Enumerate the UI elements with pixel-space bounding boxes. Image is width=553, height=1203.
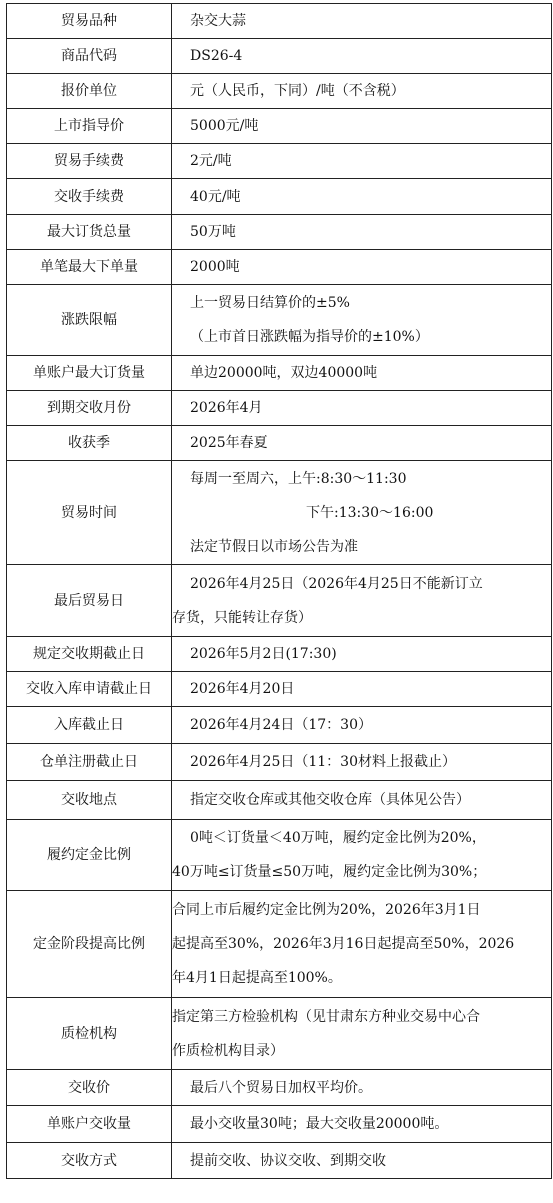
row-label: 交收手续费 [7, 179, 172, 215]
row-value-line: 2026年4月25日（2026年4月25日不能新订立 [190, 575, 483, 592]
table-row [7, 781, 552, 820]
row-value [172, 1070, 552, 1106]
row-label: 商品代码 [7, 39, 172, 74]
row-value-text: 50万吨 [190, 224, 236, 240]
row-value [172, 565, 552, 637]
row-label: 涨跌限幅 [7, 285, 172, 356]
row-value [172, 820, 552, 891]
row-value [172, 637, 552, 672]
row-value [172, 461, 552, 565]
row-label: 单笔最大下单量 [7, 250, 172, 285]
row-value-line: 40万吨≤订货量≤50万吨，履约定金比例为30%； [172, 864, 487, 880]
row-value [172, 672, 552, 707]
row-label: 单账户交收量 [7, 1106, 172, 1143]
row-label: 单账户最大订货量 [7, 356, 172, 391]
row-value [172, 998, 552, 1070]
row-label: 到期交收月份 [7, 391, 172, 426]
row-label: 贸易手续费 [7, 144, 172, 179]
table-row [7, 39, 552, 74]
row-value [172, 356, 552, 391]
table-row [7, 426, 552, 461]
table-row [7, 109, 552, 144]
row-value-text: 杂交大蒜 [190, 13, 246, 29]
row-label: 贸易时间 [7, 461, 172, 565]
row-value [172, 250, 552, 285]
spec-table [6, 3, 552, 1179]
row-value [172, 285, 552, 356]
row-value [172, 426, 552, 461]
row-value-text: 2026年4月25日（11：30材料上报截止） [190, 754, 456, 770]
row-value [172, 891, 552, 998]
row-label: 报价单位 [7, 74, 172, 109]
row-value-line: 作质检机构目录） [172, 1042, 284, 1059]
row-value-text: 40元/吨 [190, 188, 241, 205]
row-value-text: 2元/吨 [190, 153, 232, 169]
row-value-text: 2026年5月2日(17:30) [190, 646, 337, 662]
row-label: 贸易品种 [7, 4, 172, 39]
row-label: 上市指导价 [7, 109, 172, 144]
table-row [7, 637, 552, 672]
row-value-line: 法定节假日以市场公告为准 [190, 538, 358, 555]
table-row [7, 707, 552, 744]
row-label: 交收方式 [7, 1143, 172, 1179]
row-value [172, 39, 552, 74]
row-value [172, 215, 552, 250]
table-row [7, 891, 552, 998]
row-value-text: DS26-4 [190, 48, 243, 64]
row-value [172, 109, 552, 144]
row-value-line: （上市首日涨跌幅为指导价的±10%） [190, 329, 429, 345]
row-value [172, 744, 552, 781]
row-label: 交收地点 [7, 781, 172, 820]
row-value [172, 4, 552, 39]
row-value-text: 2026年4月24日（17：30） [190, 717, 372, 733]
table-row [7, 356, 552, 391]
table-row [7, 1070, 552, 1106]
row-value-line: 指定第三方检验机构（见甘肃东方种业交易中心合 [172, 1008, 480, 1025]
table-row [7, 672, 552, 707]
row-value-line: 下午:13:30～16:00 [306, 504, 434, 521]
table-row [7, 215, 552, 250]
table-row [7, 461, 552, 565]
row-value-text: 单边20000吨，双边40000吨 [190, 365, 378, 381]
table-row [7, 179, 552, 215]
row-value-text: 指定交收仓库或其他交收仓库（具体见公告） [190, 792, 470, 808]
row-value-line: 存货，只能转让存货） [172, 609, 312, 626]
table-row [7, 74, 552, 109]
table-row [7, 1106, 552, 1143]
row-value [172, 781, 552, 820]
table-row [7, 250, 552, 285]
row-value [172, 707, 552, 744]
table-row [7, 744, 552, 781]
row-value-text: 最后八个贸易日加权平均价。 [190, 1079, 372, 1096]
row-value-line: 上一贸易日结算价的±5% [190, 295, 350, 311]
row-value [172, 1143, 552, 1179]
row-value-line: 每周一至周六，上午:8:30～11:30 [190, 470, 407, 487]
table-row [7, 4, 552, 39]
row-label: 交收入库申请截止日 [7, 672, 172, 707]
table-row [7, 144, 552, 179]
table-row [7, 565, 552, 637]
row-value-line: 合同上市后履约定金比例为20%，2026年3月1日 [172, 902, 481, 918]
row-label: 履约定金比例 [7, 820, 172, 891]
row-value [172, 144, 552, 179]
row-value [172, 179, 552, 215]
row-value [172, 74, 552, 109]
row-label: 定金阶段提高比例 [7, 891, 172, 998]
row-label: 仓单注册截止日 [7, 744, 172, 781]
row-value-text: 2000吨 [190, 259, 240, 275]
row-value-text: 2026年4月 [190, 400, 263, 416]
row-value-text: 元（人民币，下同）/吨（不含税） [190, 83, 405, 99]
row-label: 收获季 [7, 426, 172, 461]
row-value-text: 提前交收、协议交收、到期交收 [190, 1152, 386, 1169]
row-value-text: 5000元/吨 [190, 118, 259, 134]
table-row [7, 391, 552, 426]
row-label: 质检机构 [7, 998, 172, 1070]
table-row [7, 998, 552, 1070]
row-label: 入库截止日 [7, 707, 172, 744]
row-label: 最大订货总量 [7, 215, 172, 250]
row-value-line: 年4月1日起提高至100%。 [172, 970, 342, 986]
row-label: 最后贸易日 [7, 565, 172, 637]
table-row [7, 820, 552, 891]
row-value-line: 0吨＜订货量＜40万吨，履约定金比例为20%， [190, 830, 486, 846]
row-value [172, 1106, 552, 1143]
row-value-line: 起提高至30%，2026年3月16日起提高至50%，2026 [172, 936, 515, 952]
row-label: 交收价 [7, 1070, 172, 1106]
row-value-text: 2026年4月20日 [190, 681, 295, 697]
table-row [7, 1143, 552, 1179]
table-row [7, 285, 552, 356]
row-value [172, 391, 552, 426]
row-value-text: 最小交收量30吨；最大交收量20000吨。 [190, 1116, 449, 1132]
row-value-text: 2025年春夏 [190, 435, 268, 451]
row-label: 规定交收期截止日 [7, 637, 172, 672]
